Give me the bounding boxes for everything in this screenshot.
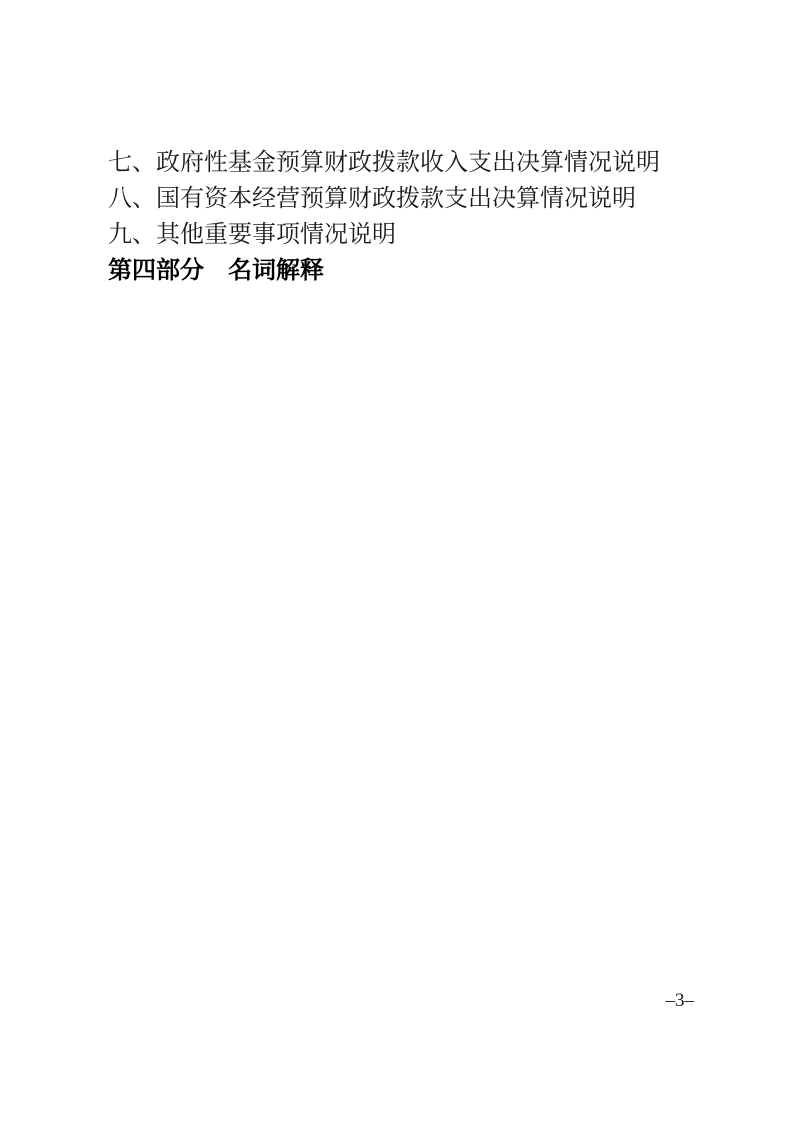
table-of-contents <box>108 145 688 289</box>
section-title-part-4: 第四部分 名词解释 <box>108 258 324 284</box>
toc-item-9: 九、其他重要事项情况说明 <box>108 222 396 248</box>
page-number: –3– <box>665 990 694 1011</box>
toc-item-7: 七、政府性基金预算财政拨款收入支出决算情况说明 <box>108 150 660 176</box>
toc-item-8: 八、国有资本经营预算财政拨款支出决算情况说明 <box>108 186 636 212</box>
page-footer <box>666 989 695 1013</box>
